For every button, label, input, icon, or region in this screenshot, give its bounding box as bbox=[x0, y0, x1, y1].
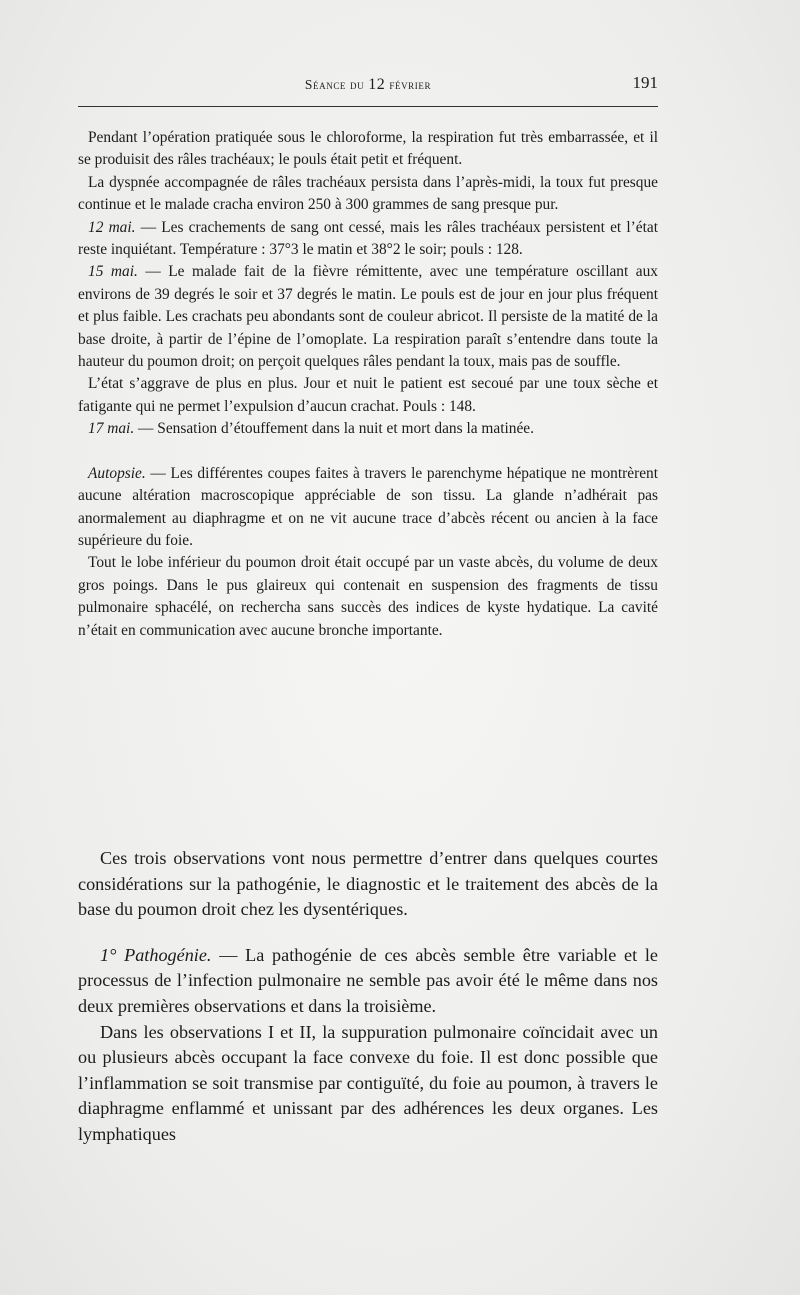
running-title bbox=[78, 76, 658, 94]
paragraph: Dans les observations I et II, la suppuration pulmonaire coïncidait avec un ou plusieurs abcès occupant la face convexe du foie. Il est donc possible que l’inflammation se soit transmise par contiguïté, du foie au poumon, à travers le diaphragme enflammé et unissant par des adhérences les deux organes. Les lymphatiques bbox=[78, 1021, 658, 1144]
running-title-pre: Séance du bbox=[304, 77, 369, 92]
paragraph: La dyspnée accompagnée de râles trachéaux persista dans l’après-midi, la toux fut presque continue et le malade cracha environ 250 à 300 grammes de sang presque pur. bbox=[78, 173, 658, 214]
paragraph-text: — Le malade fait de la fièvre rémittente, avec une température oscillant aux environs de 39 degrés le soir et 37 degrés le matin. Le pouls est de jour en jour plus fréquent et plus faible. Les crachats peu abondants sont de couleur abricot. Il persiste de la matité de la base droite, à partir de l’épine de l’omoplate. La respiration paraît s’entendre dans toute la hauteur du poumon droit; on perçoit quelques râles pendant la toux, mais pas de souffle. bbox=[78, 263, 658, 371]
paragraph: L’état s’aggrave de plus en plus. Jour et nuit le patient est secoué par une toux sèche et fatigante qui ne permet l’expulsion d’aucun crachat. Pouls : 148. bbox=[78, 375, 658, 415]
running-title-date: 12 bbox=[368, 76, 386, 93]
paragraph: Tout le lobe inférieur du poumon droit était occupé par un vaste abcès, du volume de deux gros poings. Dans le pus glaireux qui contenait en suspension des fragments de tissu pulmonaire sphacélé, on rechercha sans succès des indices de kyste hydatique. La cavité n’était en communication avec aucune bronche importante. bbox=[78, 554, 658, 639]
date-label: 15 mai. bbox=[88, 263, 138, 281]
page-number: 191 bbox=[632, 73, 658, 92]
paragraph-text: — Les différentes coupes faites à travers le parenchyme hépatique ne montrèrent aucune altération macroscopique appréciable de son tissu. La glande n’adhérait pas anormalement au diaphragme et on ne vit aucune trace d’abcès récent ou ancien à la face supérieure du foie. bbox=[78, 464, 658, 549]
paragraph bbox=[78, 463, 658, 553]
paragraph-text: — Sensation d’étouffement dans la nuit et mort dans la matinée. bbox=[134, 420, 534, 438]
section-label: 1° Pathogénie. bbox=[100, 944, 212, 965]
running-title-month: février bbox=[385, 77, 432, 92]
paragraph-text: — Les crachements de sang ont cessé, mais les râles trachéaux persistent et l’état reste inquiétant. Température : 37°3 le matin et 38°2 le soir; pouls : 128. bbox=[78, 218, 658, 259]
observation-text bbox=[78, 127, 658, 642]
running-header bbox=[78, 72, 658, 98]
date-label: 12 mai. bbox=[88, 218, 136, 236]
paragraph bbox=[78, 261, 658, 373]
paragraph bbox=[78, 217, 658, 262]
header-rule bbox=[78, 106, 658, 107]
autopsy-label: Autopsie. bbox=[88, 464, 146, 482]
paragraph: Ces trois observations vont nous permettre d’entrer dans quelques courtes considérations sur la pathogénie, le diagnostic et le traitement des abcès de la base du poumon droit chez les dysentériques. bbox=[78, 848, 658, 920]
discussion-text bbox=[78, 846, 658, 1148]
paragraph-text: — La pathogénie de ces abcès semble être variable et le processus de l’infection pulmonaire ne semble pas avoir été le même dans nos deux premières observations et dans la troisième. bbox=[78, 944, 659, 1016]
date-label: 17 mai. bbox=[88, 420, 135, 438]
paragraph bbox=[78, 418, 658, 440]
paragraph bbox=[78, 943, 658, 1020]
spacer bbox=[78, 923, 658, 943]
spacer bbox=[78, 441, 658, 463]
paragraph: Pendant l’opération pratiquée sous le chloroforme, la respiration fut très embarrassée, et il se produisit des râles trachéaux; le pouls était petit et fréquent. bbox=[78, 129, 658, 169]
